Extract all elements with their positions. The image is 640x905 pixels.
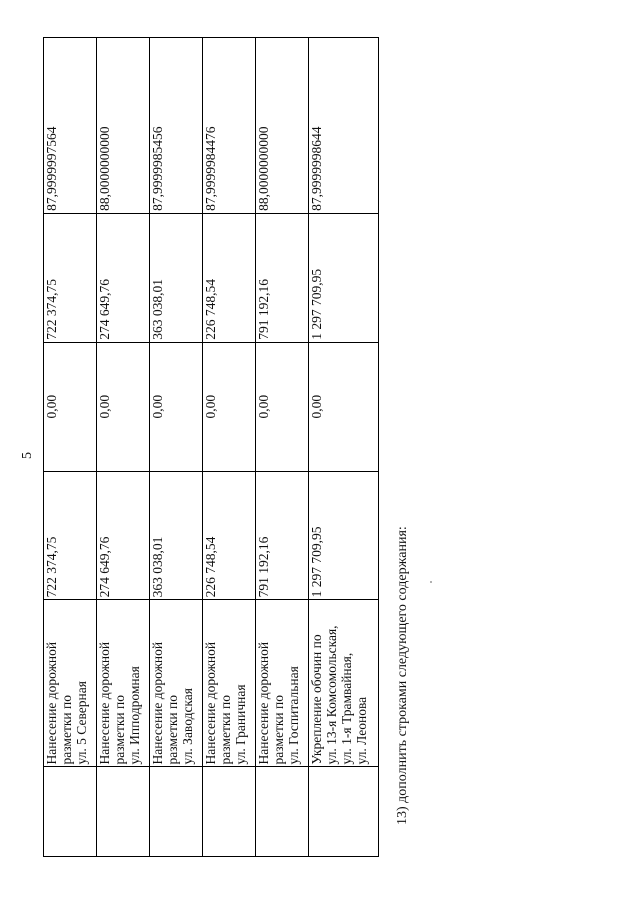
empty-cell [309, 767, 379, 857]
zero-cell: 0,00 [150, 342, 203, 471]
percent-cell: 87,9999985456 [150, 38, 203, 214]
zero-cell: 0,00 [44, 342, 97, 471]
amount-cell: 722 374,75 [44, 471, 97, 600]
percent-cell: 88,0000000000 [256, 38, 309, 214]
work-name-cell: Нанесение дорожной разметки по ул. 5 Северная [44, 600, 97, 767]
empty-cell [203, 767, 256, 857]
zero-cell: 0,00 [256, 342, 309, 471]
empty-cell [97, 767, 150, 857]
work-name-cell: Нанесение дорожной разметки по ул. Заводская [150, 600, 203, 767]
percent-cell: 87,9999998644 [309, 38, 379, 214]
work-name-cell: Укрепление обочин по ул. 13-я Комсомольская, ул. 1-я Трамвайная, ул. Леонова [309, 600, 379, 767]
zero-cell: 0,00 [203, 342, 256, 471]
total-cell: 722 374,75 [44, 213, 97, 342]
percent-cell: 88,0000000000 [97, 38, 150, 214]
zero-cell: 0,00 [97, 342, 150, 471]
amendment-note: 13) дополнить строками следующего содержания: [395, 526, 410, 825]
percent-cell: 87,9999997564 [44, 38, 97, 214]
table-row [44, 38, 97, 857]
empty-cell [44, 767, 97, 857]
budget-table [43, 37, 379, 857]
empty-cell [256, 767, 309, 857]
page-number: 5 [20, 452, 35, 459]
total-cell: 791 192,16 [256, 213, 309, 342]
percent-cell: 87,9999984476 [203, 38, 256, 214]
amount-cell: 274 649,76 [97, 471, 150, 600]
table-row [309, 38, 379, 857]
total-cell: 274 649,76 [97, 213, 150, 342]
table-row [203, 38, 256, 857]
amount-cell: 791 192,16 [256, 471, 309, 600]
zero-cell: 0,00 [309, 342, 379, 471]
empty-cell [150, 767, 203, 857]
work-name-cell: Нанесение дорожной разметки по ул. Ипподромная [97, 600, 150, 767]
work-name-cell: Нанесение дорожной разметки по ул. Граничная [203, 600, 256, 767]
table-row [150, 38, 203, 857]
table-row [97, 38, 150, 857]
total-cell: 363 038,01 [150, 213, 203, 342]
table-row [256, 38, 309, 857]
scan-speck [430, 581, 432, 583]
amount-cell: 363 038,01 [150, 471, 203, 600]
work-name-cell: Нанесение дорожной разметки по ул. Госпитальная [256, 600, 309, 767]
total-cell: 226 748,54 [203, 213, 256, 342]
total-cell: 1 297 709,95 [309, 213, 379, 342]
amount-cell: 1 297 709,95 [309, 471, 379, 600]
amount-cell: 226 748,54 [203, 471, 256, 600]
